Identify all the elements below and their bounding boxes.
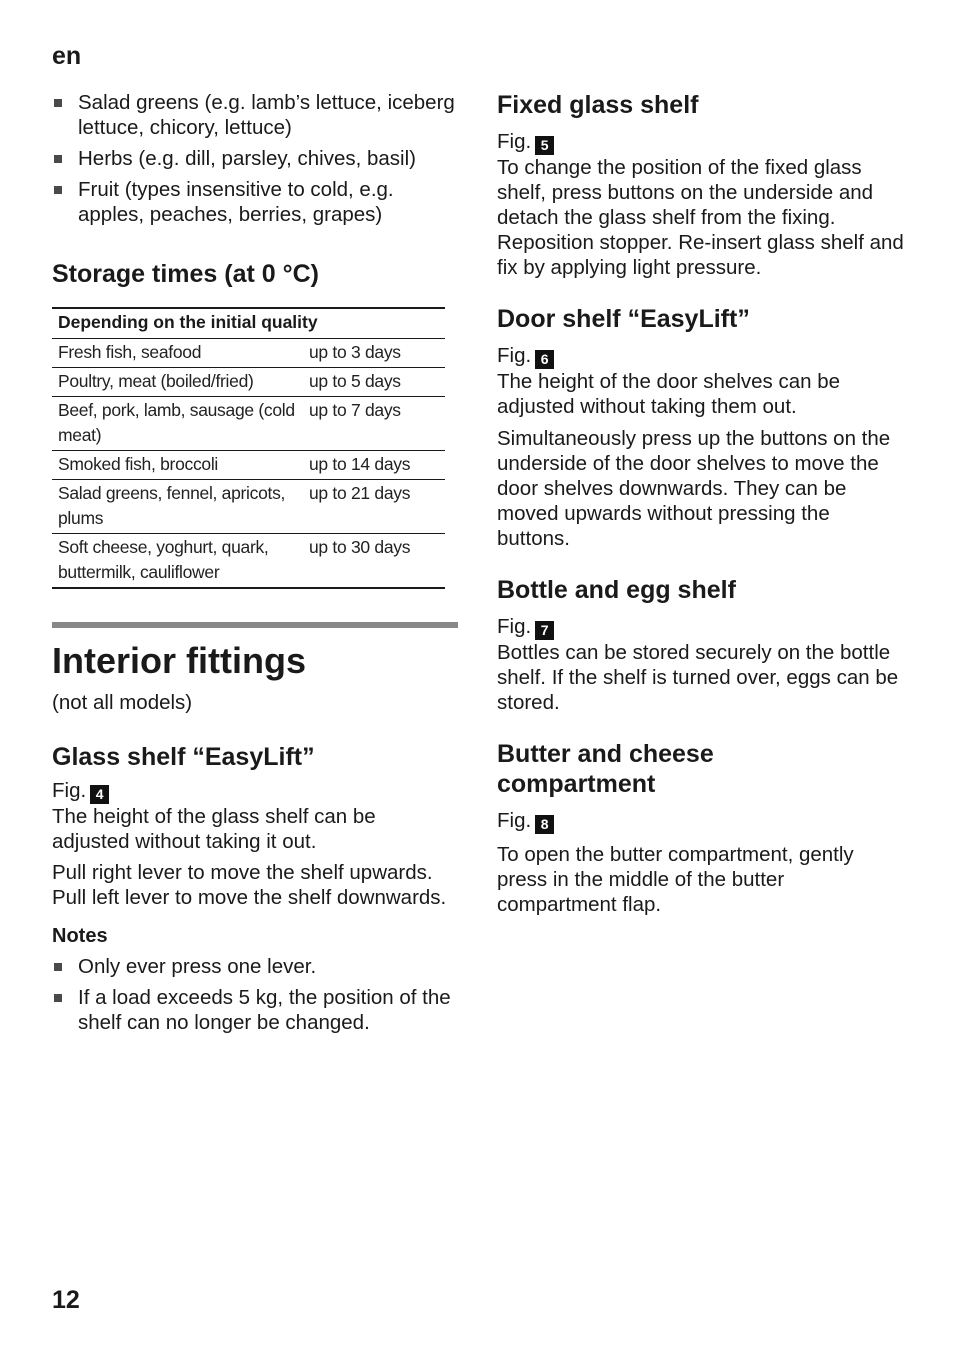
door-shelf-heading: Door shelf “EasyLift” [497, 305, 750, 333]
butter-cheese-paragraph: To open the butter compartment, gently press in the middle of the butter compartment flap. [497, 843, 854, 916]
list-item: If a load exceeds 5 kg, the position of the shelf can no longer be changed. [52, 985, 458, 1035]
table-row [52, 480, 445, 534]
bottle-egg-shelf-paragraph: Bottles can be stored securely on the bottle shelf. If the shelf is turned over, eggs can be stored. [497, 641, 899, 714]
figure-number-badge: 4 [90, 785, 109, 804]
notes-heading: Notes [52, 925, 108, 947]
table-cell-item: Salad greens, fennel, apricots, plums [52, 480, 303, 534]
notes-list [52, 954, 458, 1035]
figure-number-badge: 7 [535, 621, 554, 640]
interior-fittings-heading: Interior fittings [52, 640, 306, 681]
table-header: Depending on the initial quality [52, 308, 445, 339]
figure-reference: Fig. 7 [497, 614, 907, 640]
bullet-square-icon [54, 186, 62, 194]
bottle-egg-shelf-heading: Bottle and egg shelf [497, 576, 736, 604]
page-number: 12 [52, 1286, 80, 1314]
table-cell-item: Smoked fish, broccoli [52, 451, 303, 480]
figure-reference: Fig. 6 [497, 343, 907, 369]
table-cell-time: up to 21 days [303, 480, 445, 534]
glass-shelf-paragraph-1: The height of the glass shelf can be adjusted without taking it out. [52, 805, 376, 853]
butter-cheese-heading: Butter and cheese compartment [497, 740, 714, 798]
language-label: en [52, 42, 82, 70]
produce-list [52, 90, 458, 227]
table-cell-time: up to 3 days [303, 339, 445, 368]
list-item: Salad greens (e.g. lamb’s lettuce, iceberg lettuce, chicory, lettuce) [52, 90, 458, 140]
table-cell-time: up to 5 days [303, 368, 445, 397]
table-cell-time: up to 7 days [303, 397, 445, 451]
table-row [52, 451, 445, 480]
table-row [52, 339, 445, 368]
section-divider [52, 622, 458, 628]
table-cell-time: up to 30 days [303, 534, 445, 589]
fixed-glass-shelf-heading: Fixed glass shelf [497, 91, 699, 119]
table-cell-item: Poultry, meat (boiled/fried) [52, 368, 303, 397]
right-column [497, 90, 907, 917]
left-column [52, 90, 458, 1041]
bullet-square-icon [54, 994, 62, 1002]
figure-reference: Fig. 4 [52, 778, 458, 804]
table-row [52, 397, 445, 451]
glass-shelf-paragraph-2: Pull right lever to move the shelf upwards. Pull left lever to move the shelf downwards. [52, 861, 447, 909]
list-item: Only ever press one lever. [52, 954, 458, 979]
door-shelf-paragraph-1: The height of the door shelves can be adjusted without taking them out. [497, 370, 841, 418]
table-cell-item: Fresh fish, seafood [52, 339, 303, 368]
bullet-square-icon [54, 963, 62, 971]
models-note: (not all models) [52, 691, 193, 714]
figure-reference: Fig. 5 [497, 129, 907, 155]
storage-times-table [52, 307, 445, 589]
table-cell-item: Soft cheese, yoghurt, quark, buttermilk, cauliflower [52, 534, 303, 589]
figure-number-badge: 5 [535, 136, 554, 155]
table-row [52, 534, 445, 589]
fixed-glass-shelf-paragraph: To change the position of the fixed glass shelf, press buttons on the underside and detach the glass shelf from the fixing. Reposition stopper. Re-insert glass shelf and fix by applying light pressure. [497, 156, 904, 279]
table-cell-item: Beef, pork, lamb, sausage (cold meat) [52, 397, 303, 451]
table-cell-time: up to 14 days [303, 451, 445, 480]
table-row [52, 368, 445, 397]
list-item: Fruit (types insensitive to cold, e.g. apples, peaches, berries, grapes) [52, 177, 458, 227]
list-item: Herbs (e.g. dill, parsley, chives, basil) [52, 146, 458, 171]
bullet-square-icon [54, 155, 62, 163]
door-shelf-paragraph-2: Simultaneously press up the buttons on the underside of the door shelves to move the door shelves downwards. They can be moved upwards without pressing the buttons. [497, 427, 891, 550]
figure-reference: Fig. 8 [497, 808, 907, 834]
glass-shelf-heading: Glass shelf “EasyLift” [52, 743, 315, 771]
figure-number-badge: 8 [535, 815, 554, 834]
bullet-square-icon [54, 99, 62, 107]
figure-number-badge: 6 [535, 350, 554, 369]
storage-times-heading: Storage times (at 0 °C) [52, 260, 320, 288]
